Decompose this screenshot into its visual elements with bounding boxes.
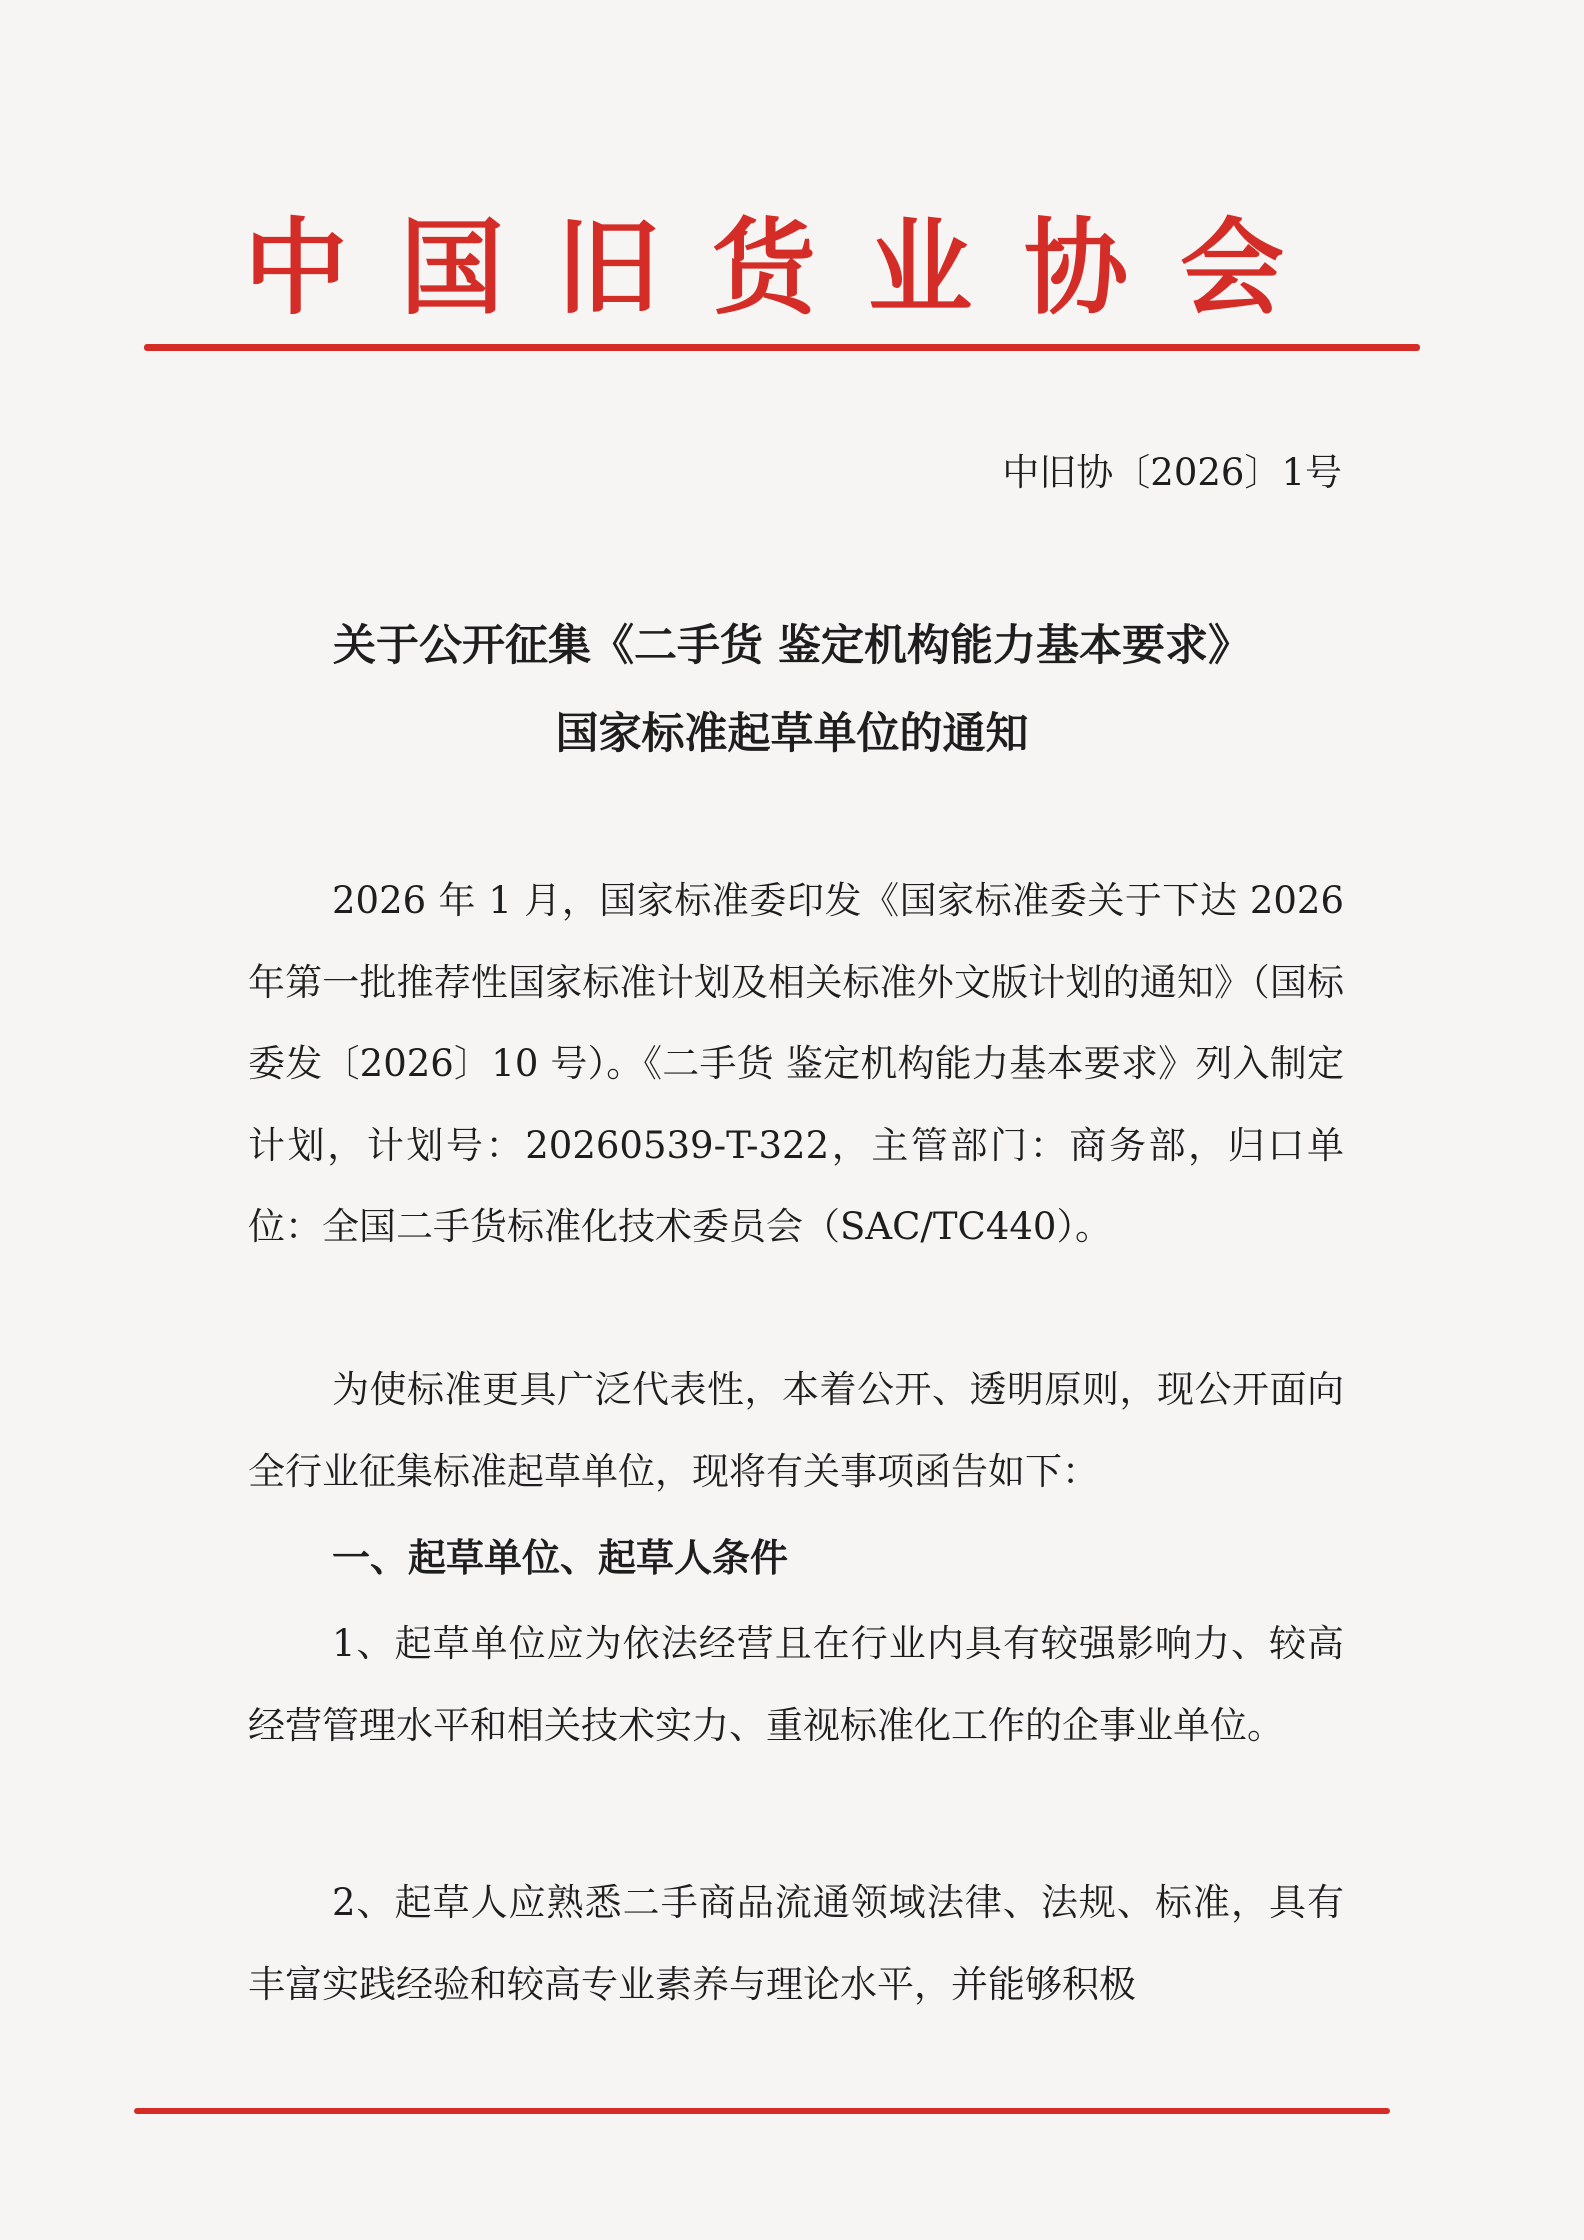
notice-title-line-2: 国家标准起草单位的通知 (555, 709, 1029, 759)
body-paragraph-2: 为使标准更具广泛代表性，本着公开、透明原则，现公开面向全行业征集标准起草单位，现将有关事项函告如下： (248, 1368, 1344, 1493)
section-heading-1: 一、起草单位、起草人条件 (332, 1536, 789, 1580)
document-number: 中旧协〔2026〕1号 (1002, 451, 1342, 494)
body-paragraph-1: 2026 年 1 月，国家标准委印发《国家标准委关于下达 2026 年第一批推荐性国家标准计划及相关标准外文版计划的通知》（国标委发〔2026〕10 号）。《二手货 鉴定机构能力基本要求》列入制定计划，计划号：20260539-T-322，主管部门：商务部，归口单位：全国二手货标准化技术委员会（SAC/TC440）。 (248, 879, 1344, 1249)
masthead-title: 中国旧货业协会 (243, 206, 1336, 329)
list-item-1: 1、起草单位应为依法经营且在行业内具有较强影响力、较高经营管理水平和相关技术实力、重视标准化工作的企事业单位。 (248, 1622, 1344, 1747)
footer-red-rule (134, 2108, 1390, 2114)
masthead-red-rule (144, 344, 1420, 351)
list-item-2: 2、起草人应熟悉二手商品流通领域法律、法规、标准，具有丰富实践经验和较高专业素养与理论水平，并能够积极 (248, 1881, 1344, 2006)
notice-title-line-1: 关于公开征集《二手货 鉴定机构能力基本要求》 (333, 621, 1251, 671)
